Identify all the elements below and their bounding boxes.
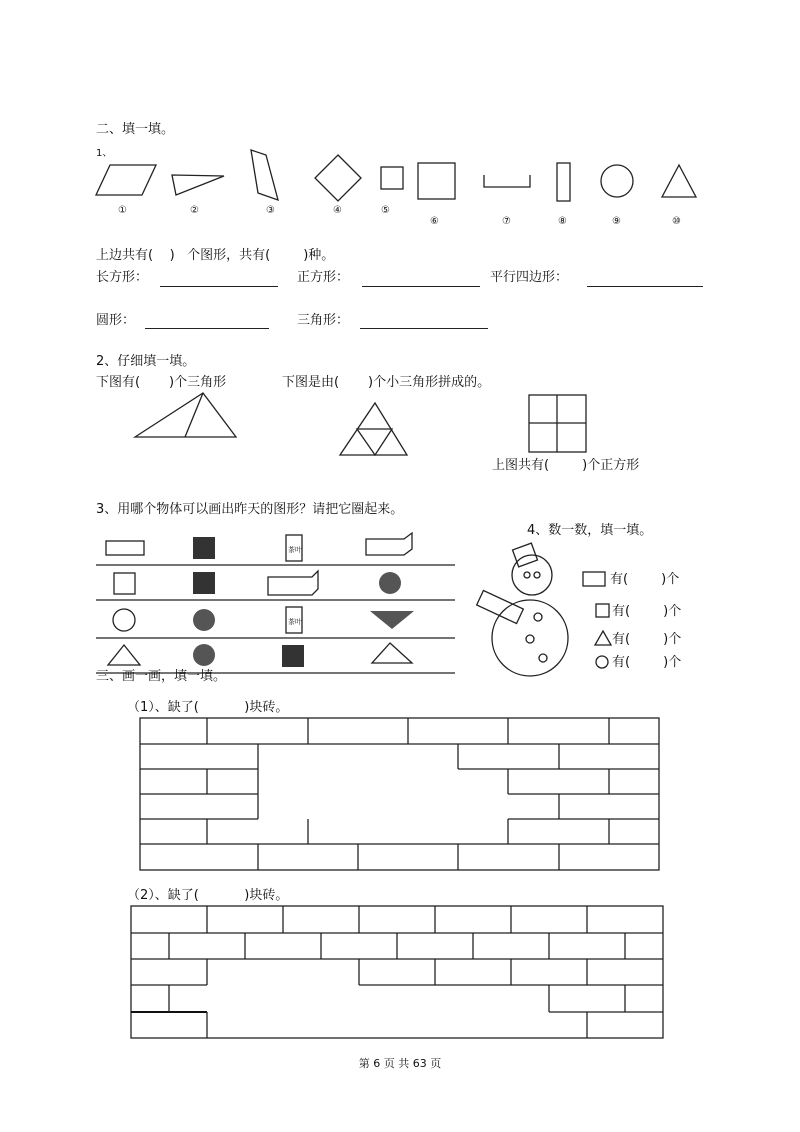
shape-label-8: ⑧ — [558, 216, 567, 227]
shape-label-7: ⑦ — [502, 216, 511, 227]
brick-wall-2 — [0, 906, 800, 1046]
shape-label-10: ⑩ — [672, 216, 681, 227]
shape-open-rectangle — [484, 175, 530, 187]
page-footer: 第 6 页 共 63 页 — [358, 1057, 442, 1070]
shape-label-2: ② — [190, 205, 199, 216]
can-label-2: 茶叶 — [288, 618, 302, 626]
shape-label-5: ⑤ — [381, 205, 390, 216]
question-number-1: 1、 — [96, 148, 113, 159]
wall-2-question: （2）、缺了( )块砖。 — [127, 888, 289, 903]
shape-label-4: ④ — [333, 205, 342, 216]
rect-answer-line[interactable] — [160, 286, 278, 287]
section-heading-3: 三、画一画，填一填。 — [96, 669, 227, 684]
shape-triangle — [662, 165, 696, 197]
q2-text-a: 下图有( )个三角形 — [96, 375, 227, 390]
shape-label-9: ⑨ — [612, 216, 621, 227]
shape-small-square — [381, 167, 403, 189]
q4-row-3: 有( )个 — [612, 632, 682, 647]
big-triangle — [135, 393, 236, 437]
square-label: 正方形： — [297, 270, 350, 285]
shape-label-1: ① — [118, 205, 127, 216]
parallelogram-label: 平行四边形： — [490, 270, 569, 285]
shape-parallelogram — [96, 165, 156, 195]
shape-label-3: ③ — [266, 205, 275, 216]
q2-text-b: 下图是由( )个小三角形拼成的。 — [282, 375, 491, 390]
shape-diamond-square — [315, 155, 361, 201]
q2-title: 2、仔细填一填。 — [96, 354, 196, 369]
q4-title: 4、数一数，填一填。 — [527, 523, 653, 538]
can-label-1: 茶叶 — [288, 546, 302, 554]
square-answer-line[interactable] — [362, 286, 480, 287]
rect-label: 长方形： — [96, 270, 149, 285]
shape-circle — [601, 165, 633, 197]
q4-row-1: 有( )个 — [610, 572, 680, 587]
q4-row-4: 有( )个 — [612, 655, 682, 670]
q2-text-c: 上图共有( )个正方形 — [492, 458, 640, 473]
shape-label-6: ⑥ — [430, 216, 439, 227]
q3-title: 3、用哪个物体可以画出昨天的图形？请把它圈起来。 — [96, 502, 404, 517]
q4-row-2: 有( )个 — [612, 604, 682, 619]
q1-count-line: 上边共有( ) 个图形，共有( )种。 — [96, 248, 335, 263]
circle-label: 圆形： — [96, 313, 136, 328]
wall-1-question: （1）、缺了( )块砖。 — [127, 700, 289, 715]
brick-wall-1 — [0, 718, 800, 878]
triangle-answer-line[interactable] — [360, 328, 488, 329]
section-heading-2: 二、填一填。 — [96, 122, 175, 137]
shape-slanted-parallelogram — [251, 150, 278, 200]
shape-thin-triangle — [172, 175, 224, 195]
q2-figures — [0, 385, 800, 465]
parallelogram-answer-line[interactable] — [587, 286, 703, 287]
shape-tall-rectangle — [557, 163, 570, 201]
triangle-label: 三角形： — [297, 313, 350, 328]
circle-answer-line[interactable] — [145, 328, 269, 329]
shape-square — [418, 163, 455, 199]
